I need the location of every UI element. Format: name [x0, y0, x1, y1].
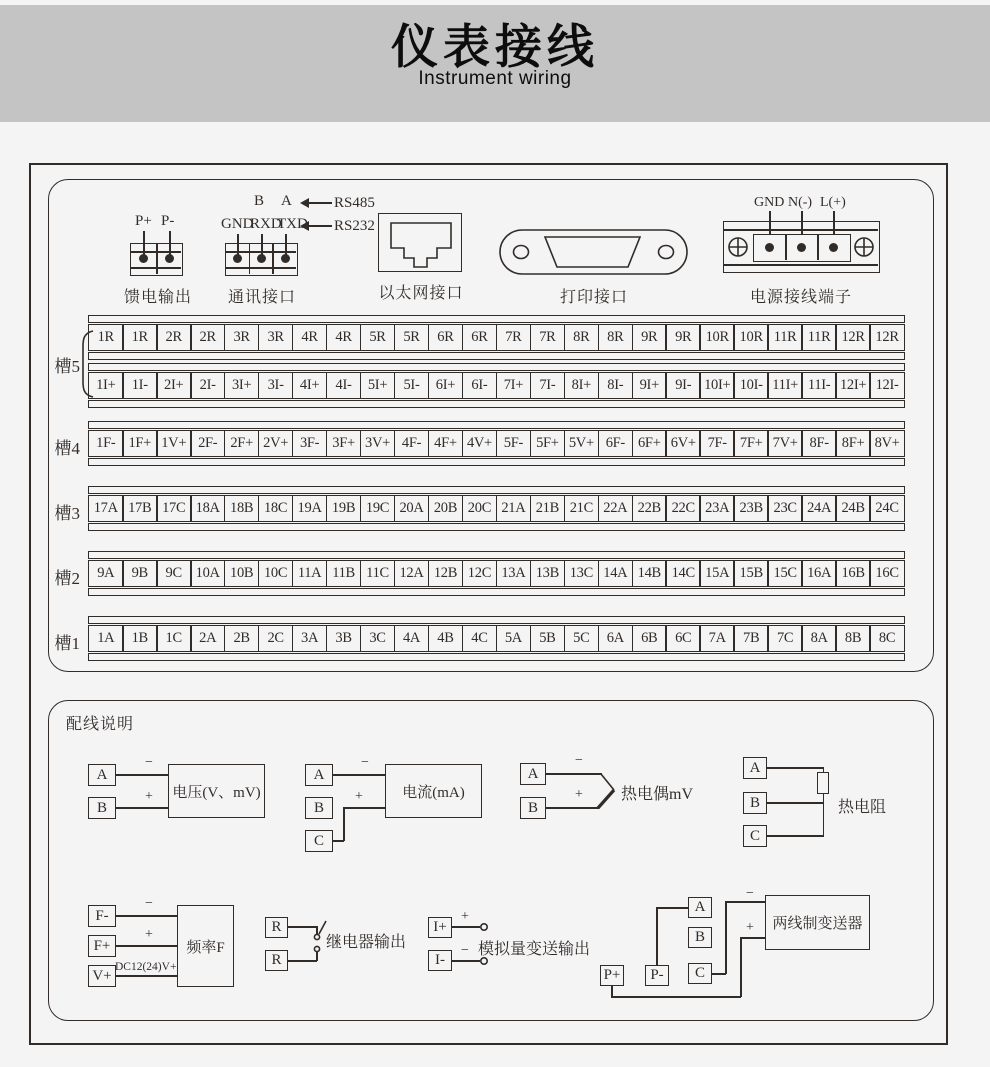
terminal-cell: 20C — [462, 495, 498, 522]
slot2-cells — [88, 560, 905, 587]
rtd-label: 热电阻 — [838, 799, 887, 816]
terminal-cell: 2F+ — [224, 430, 260, 457]
terminal-cell: 9I- — [665, 372, 701, 399]
terminal-cell: 11R — [767, 324, 803, 351]
terminal-cell: 3V+ — [360, 430, 396, 457]
feed-terminal-block — [130, 243, 183, 276]
wire-segment — [343, 807, 345, 841]
strip-rail — [88, 363, 905, 371]
wiring-section-title: 配线说明 — [66, 716, 135, 733]
comm-rxd-label: RXD — [250, 216, 282, 232]
freq-minus-sign: − — [145, 896, 153, 911]
terminal-cell: 7I- — [530, 372, 566, 399]
tc-minus-sign: − — [575, 753, 583, 768]
terminal-cell: 4A — [394, 625, 430, 652]
terminal-dot — [233, 254, 242, 263]
terminal-cell: 1C — [156, 625, 192, 652]
terminal-cell: 1I+ — [88, 372, 124, 399]
freq-terminal-vplus: V+ — [88, 965, 116, 987]
terminal-cell: 3F+ — [326, 430, 362, 457]
terminal-cell: 1B — [122, 625, 158, 652]
terminal-cell: 2B — [224, 625, 260, 652]
terminal-cell: 4I- — [326, 372, 362, 399]
voltage-minus-sign: − — [145, 755, 153, 770]
terminal-cell: 2F- — [190, 430, 226, 457]
terminal-cell: 5V+ — [564, 430, 600, 457]
strip-rail — [88, 486, 905, 494]
terminal-dot — [829, 243, 838, 252]
terminal-cell: 11A — [292, 560, 328, 587]
wire-segment — [767, 767, 824, 769]
twowire-terminal-pminus: P- — [645, 965, 669, 986]
slot2-row — [88, 551, 905, 596]
terminal-cell: 23B — [733, 495, 769, 522]
terminal-cell: 22C — [665, 495, 701, 522]
comm-gnd-label: GND — [221, 216, 254, 232]
current-plus-sign: + — [355, 789, 363, 804]
terminal-cell: 6V+ — [665, 430, 701, 457]
comm-caption: 通讯接口 — [227, 289, 297, 306]
terminal-cell: 21B — [530, 495, 566, 522]
terminal-cell: 6I- — [462, 372, 498, 399]
analog-terminal-iminus: I- — [428, 950, 452, 971]
rtd-terminal-c: C — [743, 825, 767, 847]
ethernet-caption: 以太网接口 — [378, 285, 464, 302]
wire-segment — [226, 267, 296, 269]
terminal-cell: 11R — [801, 324, 837, 351]
terminal-cell: 4R — [326, 324, 362, 351]
terminal-cell: 5I- — [394, 372, 430, 399]
terminal-cell: 4R — [292, 324, 328, 351]
voltage-input-box: 电压(V、mV) — [168, 764, 265, 818]
terminal-cell: 4I+ — [292, 372, 328, 399]
tc-terminal-a: A — [520, 763, 546, 785]
freq-terminal-fminus: F- — [88, 905, 116, 927]
current-terminal-b: B — [305, 797, 333, 819]
terminal-cell: 12R — [835, 324, 871, 351]
terminal-cell: 18B — [224, 495, 260, 522]
terminal-cell: 3A — [292, 625, 328, 652]
page-title: 仪表接线 — [391, 20, 599, 73]
terminal-cell: 5R — [360, 324, 396, 351]
terminal-cell: 1F- — [88, 430, 124, 457]
slot5-row-i — [88, 363, 905, 408]
power-gnd-label: GND — [754, 195, 785, 210]
twowire-terminal-a: A — [688, 897, 712, 918]
terminal-cell: 1R — [122, 324, 158, 351]
terminal-cell: 6F- — [598, 430, 634, 457]
terminal-cell: 8F- — [801, 430, 837, 457]
analog-label: 模拟量变送输出 — [478, 941, 591, 958]
tc-label: 热电偶mV — [621, 786, 694, 803]
terminal-cell: 11I+ — [767, 372, 803, 399]
terminal-cell: 1V+ — [156, 430, 192, 457]
slot1-label: 槽1 — [54, 634, 80, 653]
terminal-cell: 10I- — [733, 372, 769, 399]
terminal-dot — [165, 254, 174, 263]
wire-segment — [656, 907, 688, 909]
terminal-cell: 8A — [801, 625, 837, 652]
terminal-cell: 15A — [699, 560, 735, 587]
terminal-cell: 6R — [462, 324, 498, 351]
current-terminal-c: C — [305, 830, 333, 852]
terminal-cell: 7V+ — [767, 430, 803, 457]
voltage-plus-sign: + — [145, 789, 153, 804]
terminal-cell: 14B — [632, 560, 668, 587]
wire-segment — [740, 937, 765, 939]
strip-rail — [88, 400, 905, 408]
current-terminal-a: A — [305, 764, 333, 786]
comm-txd-label: TXD — [277, 216, 308, 232]
wire-segment — [288, 926, 317, 928]
terminal-cell: 9C — [156, 560, 192, 587]
terminal-cell: 2R — [156, 324, 192, 351]
wire-segment — [343, 807, 385, 809]
strip-rail — [88, 421, 905, 429]
terminal-cell: 8F+ — [835, 430, 871, 457]
wire-segment — [116, 915, 177, 917]
terminal-cell: 9A — [88, 560, 124, 587]
wire-segment — [452, 926, 480, 928]
rs232-label: RS232 — [334, 218, 375, 234]
terminal-cell: 10A — [190, 560, 226, 587]
terminal-cell: 2A — [190, 625, 226, 652]
freq-input-box: 频率F — [177, 905, 234, 987]
terminal-cell: 1R — [88, 324, 124, 351]
wire-segment — [226, 251, 296, 253]
terminal-cell: 9I+ — [632, 372, 668, 399]
terminal-cell: 8V+ — [869, 430, 905, 457]
terminal-cell: 13C — [564, 560, 600, 587]
terminal-cell: 4C — [462, 625, 498, 652]
voltage-terminal-a: A — [88, 764, 116, 786]
twowire-terminal-b: B — [688, 927, 712, 948]
terminal-cell: 8I+ — [564, 372, 600, 399]
strip-rail — [88, 315, 905, 323]
feed-p-plus-label: P+ — [135, 213, 152, 229]
comm-a-label: A — [281, 193, 292, 209]
wire-segment — [308, 202, 332, 204]
wire-segment — [316, 952, 318, 961]
terminal-cell: 7I+ — [496, 372, 532, 399]
wire-segment — [611, 986, 613, 997]
terminal-cell: 12I+ — [835, 372, 871, 399]
slot4-row — [88, 421, 905, 466]
terminal-cell: 14A — [598, 560, 634, 587]
terminal-cell: 23C — [767, 495, 803, 522]
terminal-cell: 22B — [632, 495, 668, 522]
relay-terminal-r2: R — [265, 950, 288, 971]
twowire-box: 两线制变送器 — [765, 895, 870, 950]
terminal-cell: 19C — [360, 495, 396, 522]
wire-segment — [116, 774, 168, 776]
rtd-terminal-a: A — [743, 757, 767, 779]
terminal-cell: 24C — [869, 495, 905, 522]
wire-segment — [611, 996, 741, 998]
wire-segment — [740, 937, 742, 997]
terminal-cell: 19A — [292, 495, 328, 522]
wire-segment — [546, 773, 602, 775]
tc-plus-sign: + — [575, 787, 583, 802]
rtd-resistor — [817, 772, 829, 794]
terminal-cell: 2C — [258, 625, 294, 652]
terminal-cell: 7F- — [699, 430, 735, 457]
feed-caption: 馈电输出 — [123, 289, 193, 306]
slot5-i-cells — [88, 372, 905, 399]
terminal-cell: 20B — [428, 495, 464, 522]
terminal-cell: 7R — [496, 324, 532, 351]
analog-minus-sign: − — [461, 943, 469, 958]
terminal-cell: 5C — [564, 625, 600, 652]
terminal-cell: 7F+ — [733, 430, 769, 457]
wire-segment — [316, 926, 318, 934]
twowire-terminal-c: C — [688, 963, 712, 984]
terminal-dot — [797, 243, 806, 252]
terminal-cell: 5B — [530, 625, 566, 652]
wire-segment — [288, 960, 317, 962]
terminal-cell: 3R — [224, 324, 260, 351]
slot4-cells — [88, 430, 905, 457]
terminal-cell: 5I+ — [360, 372, 396, 399]
voltage-terminal-b: B — [88, 797, 116, 819]
terminal-cell: 12A — [394, 560, 430, 587]
terminal-cell: 24A — [801, 495, 837, 522]
strip-rail — [88, 653, 905, 661]
terminal-dot — [139, 254, 148, 263]
terminal-cell: 12I- — [869, 372, 905, 399]
terminal-cell: 15B — [733, 560, 769, 587]
wire-segment — [333, 840, 344, 842]
relay-label: 继电器输出 — [326, 934, 407, 951]
terminal-cell: 8B — [835, 625, 871, 652]
terminal-cell: 12C — [462, 560, 498, 587]
terminal-cell: 6R — [428, 324, 464, 351]
terminal-cell: 9R — [632, 324, 668, 351]
terminal-cell: 9R — [665, 324, 701, 351]
terminal-cell: 8C — [869, 625, 905, 652]
wire-segment — [656, 907, 658, 965]
terminal-cell: 16C — [869, 560, 905, 587]
current-input-box: 电流(mA) — [385, 764, 482, 818]
terminal-cell: 10B — [224, 560, 260, 587]
terminal-cell: 3I+ — [224, 372, 260, 399]
twowire-minus-sign: − — [746, 886, 754, 901]
wire-segment — [725, 901, 765, 903]
tc-terminal-b: B — [520, 797, 546, 819]
slot5-row-r — [88, 315, 905, 360]
strip-rail — [88, 588, 905, 596]
terminal-cell: 24B — [835, 495, 871, 522]
terminal-cell: 4V+ — [462, 430, 498, 457]
terminal-cell: 17C — [156, 495, 192, 522]
terminal-cell: 7R — [530, 324, 566, 351]
wire-segment — [725, 901, 727, 974]
terminal-cell: 9B — [122, 560, 158, 587]
terminal-cell: 16B — [835, 560, 871, 587]
terminal-cell: 5F+ — [530, 430, 566, 457]
terminal-cell: 13B — [530, 560, 566, 587]
terminal-dot — [281, 254, 290, 263]
terminal-cell: 12B — [428, 560, 464, 587]
terminal-cell: 18A — [190, 495, 226, 522]
wire-segment — [546, 807, 599, 809]
relay-terminal-r1: R — [265, 917, 288, 938]
terminal-cell: 8I- — [598, 372, 634, 399]
terminal-dot — [257, 254, 266, 263]
wire-segment — [724, 229, 878, 231]
terminal-cell: 22A — [598, 495, 634, 522]
current-minus-sign: − — [361, 755, 369, 770]
terminal-cell: 14C — [665, 560, 701, 587]
terminal-cell: 1F+ — [122, 430, 158, 457]
terminal-cell: 23A — [699, 495, 735, 522]
terminal-cell: 6F+ — [632, 430, 668, 457]
wire-segment — [156, 244, 158, 274]
terminal-cell: 7C — [767, 625, 803, 652]
wire-segment — [785, 235, 787, 260]
terminal-cell: 3B — [326, 625, 362, 652]
terminal-cell: 5R — [394, 324, 430, 351]
terminal-cell: 4F+ — [428, 430, 464, 457]
terminal-cell: 16A — [801, 560, 837, 587]
wire-segment — [249, 244, 251, 274]
page-subtitle: Instrument wiring — [418, 67, 572, 89]
terminal-cell: 18C — [258, 495, 294, 522]
terminal-cell: 21C — [564, 495, 600, 522]
terminal-cell: 20A — [394, 495, 430, 522]
wire-segment — [767, 835, 824, 837]
terminal-cell: 2I- — [190, 372, 226, 399]
comm-b-label: B — [254, 193, 265, 209]
slot3-row — [88, 486, 905, 531]
terminal-cell: 10I+ — [699, 372, 735, 399]
wire-segment — [116, 807, 168, 809]
terminal-cell: 2V+ — [258, 430, 294, 457]
wire-segment — [116, 975, 177, 977]
wire-segment — [452, 960, 480, 962]
terminal-cell: 3I- — [258, 372, 294, 399]
terminal-cell: 3C — [360, 625, 396, 652]
power-caption: 电源接线端子 — [749, 289, 853, 306]
slot1-row — [88, 616, 905, 661]
terminal-cell: 7B — [733, 625, 769, 652]
terminal-cell: 4F- — [394, 430, 430, 457]
terminal-cell: 1I- — [122, 372, 158, 399]
freq-terminal-fplus: F+ — [88, 935, 116, 957]
wire-segment — [712, 973, 726, 975]
terminal-cell: 8R — [598, 324, 634, 351]
terminal-cell: 6I+ — [428, 372, 464, 399]
slot5-label: 槽5 — [54, 357, 80, 376]
twowire-terminal-pplus: P+ — [600, 965, 624, 986]
terminal-dot — [765, 243, 774, 252]
terminal-cell: 17A — [88, 495, 124, 522]
terminal-cell: 1A — [88, 625, 124, 652]
terminal-cell: 11C — [360, 560, 396, 587]
wire-segment — [767, 802, 824, 804]
terminal-cell: 6C — [665, 625, 701, 652]
feed-p-minus-label: P- — [161, 213, 175, 229]
header-banner — [0, 5, 990, 122]
freq-dc-label: DC12(24)V+ — [115, 961, 177, 973]
slot1-cells — [88, 625, 905, 652]
terminal-cell: 5F- — [496, 430, 532, 457]
terminal-cell: 19B — [326, 495, 362, 522]
wire-segment — [116, 945, 177, 947]
rs485-label: RS485 — [334, 195, 375, 211]
terminal-cell: 6A — [598, 625, 634, 652]
terminal-cell: 2R — [190, 324, 226, 351]
power-l-label: L(+) — [820, 195, 846, 210]
strip-rail — [88, 616, 905, 624]
slot4-label: 槽4 — [54, 439, 80, 458]
strip-rail — [88, 352, 905, 360]
strip-rail — [88, 523, 905, 531]
terminal-cell: 11B — [326, 560, 362, 587]
wire-segment — [272, 244, 274, 274]
terminal-cell: 12R — [869, 324, 905, 351]
ethernet-port — [378, 213, 462, 272]
strip-rail — [88, 551, 905, 559]
terminal-cell: 6B — [632, 625, 668, 652]
slot2-label: 槽2 — [54, 569, 80, 588]
terminal-cell: 4B — [428, 625, 464, 652]
terminal-cell: 5A — [496, 625, 532, 652]
slot3-cells — [88, 495, 905, 522]
terminal-cell: 15C — [767, 560, 803, 587]
analog-plus-sign: + — [461, 909, 469, 924]
slot3-label: 槽3 — [54, 504, 80, 523]
slot5-r-cells — [88, 324, 905, 351]
terminal-cell: 10R — [699, 324, 735, 351]
freq-plus-sign: + — [145, 927, 153, 942]
rtd-terminal-b: B — [743, 792, 767, 814]
terminal-cell: 8R — [564, 324, 600, 351]
wire-segment — [333, 774, 385, 776]
printer-caption: 打印接口 — [559, 289, 629, 306]
terminal-cell: 10R — [733, 324, 769, 351]
analog-terminal-iplus: I+ — [428, 917, 452, 938]
terminal-cell: 7A — [699, 625, 735, 652]
wire-segment — [724, 264, 878, 266]
terminal-cell: 17B — [122, 495, 158, 522]
terminal-cell: 11I- — [801, 372, 837, 399]
terminal-cell: 10C — [258, 560, 294, 587]
wire-segment — [308, 225, 332, 227]
terminal-cell: 13A — [496, 560, 532, 587]
terminal-cell: 21A — [496, 495, 532, 522]
twowire-plus-sign: + — [746, 920, 754, 935]
power-n-label: N(-) — [788, 195, 813, 210]
wire-segment — [817, 235, 819, 260]
terminal-cell: 3R — [258, 324, 294, 351]
terminal-cell: 3F- — [292, 430, 328, 457]
strip-rail — [88, 458, 905, 466]
terminal-cell: 2I+ — [156, 372, 192, 399]
